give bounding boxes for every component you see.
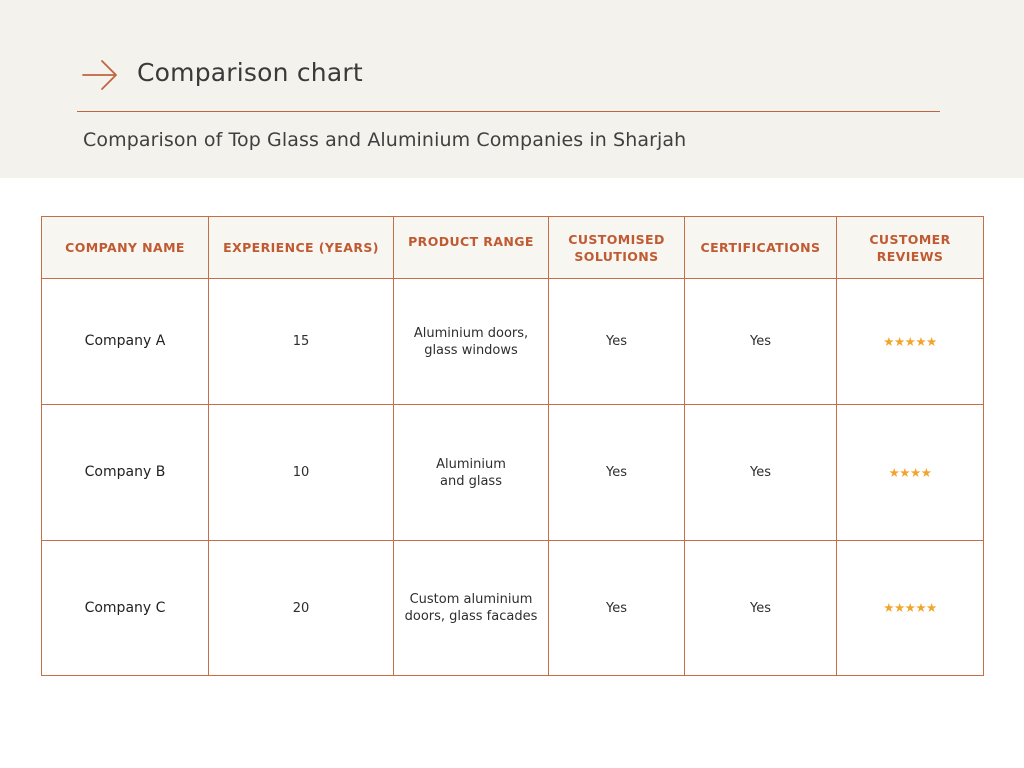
certifications-cell: Yes [685,405,837,541]
table-row [42,405,984,541]
star-rating-icon: ★★★★ [888,464,932,480]
column-header-certifications: CERTIFICATIONS [685,217,837,279]
column-header-company-name: COMPANY NAME [42,217,209,279]
divider [77,111,940,112]
column-header-customised-solutions: CUSTOMISED SOLUTIONS [549,217,685,279]
column-header-customer-reviews: CUSTOMER REVIEWS [837,217,984,279]
certifications-cell: Yes [685,541,837,676]
customer-reviews-cell [837,541,984,676]
arrow-right-icon [82,57,118,93]
column-header-product-range: PRODUCT RANGE [394,217,549,279]
product-range-cell: Aluminium and glass [394,405,549,541]
certifications-cell: Yes [685,279,837,405]
experience-cell: 15 [209,279,394,405]
product-range-cell: Custom aluminium doors, glass facades [394,541,549,676]
column-header-experience: EXPERIENCE (YEARS) [209,217,394,279]
table-row [42,279,984,405]
page-title: Comparison chart [137,58,363,87]
customer-reviews-cell [837,405,984,541]
star-rating-icon: ★★★★★ [883,600,937,615]
table-row [42,541,984,676]
company-name-cell: Company A [42,279,209,405]
customised-solutions-cell: Yes [549,405,685,541]
header-band [0,0,1024,178]
experience-cell: 20 [209,541,394,676]
company-name-cell: Company C [42,541,209,676]
customer-reviews-cell [837,279,984,405]
company-name-cell: Company B [42,405,209,541]
comparison-table [41,216,984,676]
table-header-row [42,217,984,279]
product-range-cell: Aluminium doors, glass windows [394,279,549,405]
page-subtitle: Comparison of Top Glass and Aluminium Companies in Sharjah [83,129,687,151]
experience-cell: 10 [209,405,394,541]
customised-solutions-cell: Yes [549,541,685,676]
star-rating-icon: ★★★★★ [883,333,937,349]
customised-solutions-cell: Yes [549,279,685,405]
